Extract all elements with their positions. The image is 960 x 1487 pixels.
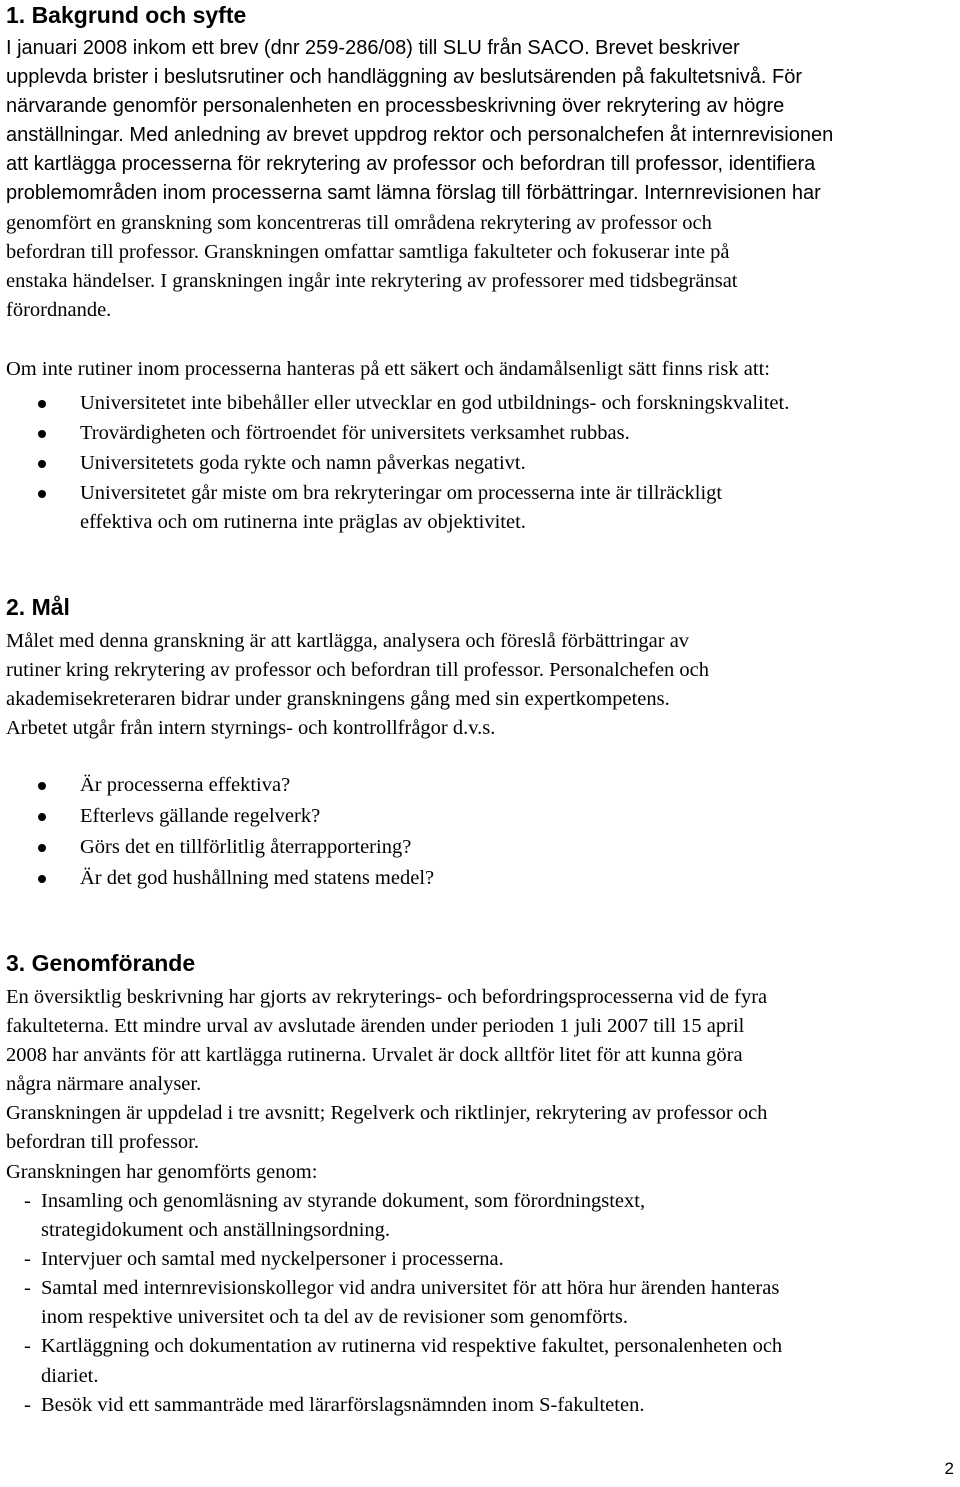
- risk-intro: Om inte rutiner inom processerna hanteras på ett säkert och ändamålsenligt sätt finns risk att:: [6, 358, 770, 380]
- list-item: Trovärdigheten och förtroendet för universitets verksamhet rubbas.: [0, 419, 789, 448]
- text-line: upplevda brister i beslutsrutiner och handläggning av beslutsärenden på fakultetsnivå. För: [6, 66, 803, 89]
- question-list: [0, 771, 434, 893]
- bullet-icon: [38, 460, 46, 468]
- text-line: befordran till professor. Granskningen omfattar samtliga fakulteter och fokuserar inte på: [6, 241, 730, 264]
- text-line: rutiner kring rekrytering av professor och befordran till professor. Personalchefen och: [6, 659, 710, 682]
- text-line: akademisekreteraren bidrar under granskningens gång med sin expertkompetens.: [6, 688, 670, 711]
- text-line: Granskningen är uppdelad i tre avsnitt; Regelverk och riktlinjer, rekrytering av professor och: [6, 1102, 768, 1125]
- text-line: befordran till professor.: [6, 1131, 199, 1154]
- text-line: genomfört en granskning som koncentreras till områdena rekrytering av professor och: [6, 212, 712, 234]
- list-item: - Kartläggning och dokumentation av rutinerna vid respektive fakultet, personalenheten och diariet.: [0, 1332, 782, 1390]
- list-item: Är det god hushållning med statens medel?: [0, 864, 434, 893]
- dash-marker: -: [24, 1248, 31, 1271]
- risk-list: [0, 389, 789, 537]
- paragraph-execution: [6, 983, 767, 1187]
- list-item: Görs det en tillförlitlig återrapportering?: [0, 833, 434, 862]
- paragraph-background-sans: [6, 34, 833, 209]
- dash-marker: -: [24, 1335, 31, 1358]
- paragraph-goal: [6, 627, 709, 743]
- text-line: förordnande.: [6, 299, 112, 322]
- list-item: Universitetet går miste om bra rekryteringar om processerna inte är tillräckligt effektiva och om rutinerna inte präglas av objektivitet.: [0, 479, 789, 537]
- text-line: 2008 har använts för att kartlägga rutinerna. Urvalet är dock alltför litet för att kunna göra: [6, 1044, 743, 1067]
- page-number: 2: [944, 1459, 954, 1478]
- bullet-icon: [38, 782, 46, 790]
- text-line: enstaka händelser. I granskningen ingår inte rekrytering av professorer med tidsbegränsat: [6, 270, 738, 293]
- bullet-icon: [38, 400, 46, 408]
- text-line: anställningar. Med anledning av brevet uppdrog rektor och personalchefen åt internrevisionen: [6, 124, 834, 147]
- text-line: att kartlägga processerna för rekrytering av professor och befordran till professor, identifiera: [6, 153, 816, 176]
- list-item: - Intervjuer och samtal med nyckelpersoner i processerna.: [0, 1245, 782, 1274]
- bullet-icon: [38, 813, 46, 821]
- text-line: närvarande genomför personalenheten en processbeskrivning över rekrytering av högre: [6, 95, 785, 118]
- dash-marker: -: [24, 1393, 31, 1416]
- section-heading-genomforande: 3. Genomförande: [6, 950, 196, 976]
- dash-marker: -: [24, 1190, 31, 1212]
- list-item: Universitetets goda rykte och namn påverkas negativt.: [0, 449, 789, 478]
- text-line: problemområden inom processerna samt lämna förslag till förbättringar. Internrevisionen har: [6, 182, 821, 205]
- text-line: Granskningen har genomförts genom:: [6, 1160, 318, 1183]
- text-line: Arbetet utgår från intern styrnings- och kontrollfrågor d.v.s.: [6, 717, 496, 740]
- method-list: [0, 1187, 782, 1420]
- bullet-icon: [38, 844, 46, 852]
- text-line: En översiktlig beskrivning har gjorts av rekryterings- och befordringsprocesserna vid de fyra: [6, 986, 768, 1008]
- list-item: Efterlevs gällande regelverk?: [0, 802, 434, 831]
- list-item: Universitetet inte bibehåller eller utvecklar en god utbildnings- och forskningskvalitet.: [0, 389, 789, 418]
- list-item: - Samtal med internrevisionskollegor vid andra universitet för att höra hur ärenden hanteras inom respektive universitet och ta del av de revisioner som genomförts.: [0, 1274, 782, 1332]
- list-item: Är processerna effektiva?: [0, 771, 434, 800]
- bullet-icon: [38, 490, 46, 498]
- section-heading-bakgrund: 1. Bakgrund och syfte: [6, 2, 247, 28]
- text-line: fakulteterna. Ett mindre urval av avslutade ärenden under perioden 1 juli 2007 till 15 april: [6, 1015, 745, 1038]
- bullet-icon: [38, 875, 46, 883]
- paragraph-background-serif: [6, 209, 737, 325]
- list-item: - Besök vid ett sammanträde med lärarförslagsnämnden inom S-fakulteten.: [0, 1391, 782, 1420]
- text-line: Målet med denna granskning är att kartlägga, analysera och föreslå förbättringar av: [6, 630, 690, 652]
- text-line: I januari 2008 inkom ett brev (dnr 259-286/08) till SLU från SACO. Brevet beskriver: [6, 37, 740, 59]
- dash-marker: -: [24, 1277, 31, 1300]
- section-heading-mal: 2. Mål: [6, 594, 70, 620]
- list-item: - Insamling och genomläsning av styrande dokument, som förordningstext, strategidokument och anställningsordning.: [0, 1187, 782, 1245]
- text-line: några närmare analyser.: [6, 1073, 202, 1096]
- bullet-icon: [38, 430, 46, 438]
